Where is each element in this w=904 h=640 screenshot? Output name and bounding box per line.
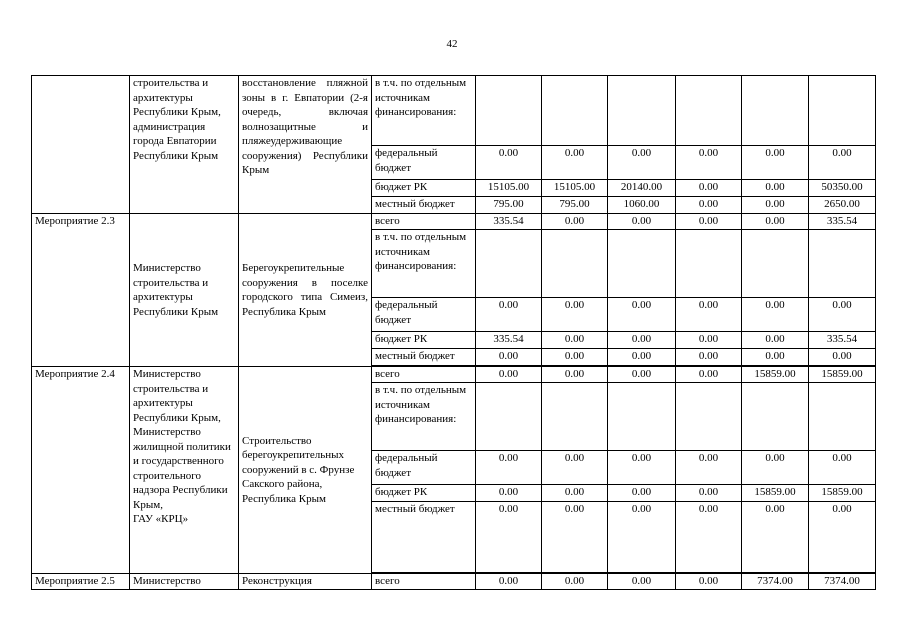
value-cell: 0.00 xyxy=(676,367,742,383)
value-cell: 335.54 xyxy=(809,214,876,230)
value-cell: 0.00 xyxy=(542,451,608,485)
measure-name-cell xyxy=(32,76,130,214)
value-cell: 0.00 xyxy=(542,146,608,180)
value-cell: 335.54 xyxy=(476,332,542,349)
source-label: местный бюджет xyxy=(372,349,476,366)
value-cell: 0.00 xyxy=(608,146,676,180)
value-cell: 0.00 xyxy=(809,451,876,485)
value-cell: 0.00 xyxy=(542,332,608,349)
value-cell: 0.00 xyxy=(476,485,542,502)
source-label: в т.ч. по отдельным источникам финансирования: xyxy=(372,76,476,146)
description-cell: восстановление пляжной зоны в г. Евпатории (2-я очередь, включая волнозащитные и пляжеудерживающие сооружения) Республики Крым xyxy=(239,76,372,214)
value-cell: 0.00 xyxy=(742,298,809,332)
value-cell: 0.00 xyxy=(608,214,676,230)
table-row xyxy=(32,574,876,590)
value-cell: 0.00 xyxy=(608,367,676,383)
value-cell: 0.00 xyxy=(476,451,542,485)
value-cell: 0.00 xyxy=(608,298,676,332)
value-cell: 0.00 xyxy=(476,349,542,366)
source-label: в т.ч. по отдельным источникам финансирования: xyxy=(372,230,476,298)
value-cell: 15859.00 xyxy=(742,367,809,383)
value-cell: 0.00 xyxy=(608,349,676,366)
executor-cell: Министерство строительства и архитектуры Республики Крым, Министерство жилищной политики и государственного строительного надзора Республики Крым, ГАУ «КРЦ» xyxy=(130,367,239,574)
value-cell: 0.00 xyxy=(809,502,876,573)
value-cell: 0.00 xyxy=(608,574,676,590)
value-cell: 0.00 xyxy=(742,349,809,366)
value-cell: 0.00 xyxy=(676,574,742,590)
value-cell: 0.00 xyxy=(676,298,742,332)
value-cell: 0.00 xyxy=(676,349,742,366)
value-cell: 0.00 xyxy=(809,298,876,332)
source-label: всего xyxy=(372,367,476,383)
source-label: всего xyxy=(372,214,476,230)
value-cell: 0.00 xyxy=(676,197,742,214)
table-row xyxy=(32,214,876,230)
source-label: местный бюджет xyxy=(372,197,476,214)
value-cell: 0.00 xyxy=(476,367,542,383)
value-cell: 15105.00 xyxy=(542,180,608,197)
value-cell: 0.00 xyxy=(542,298,608,332)
value-cell: 0.00 xyxy=(742,332,809,349)
value-cell: 7374.00 xyxy=(742,574,809,590)
value-cell: 0.00 xyxy=(676,451,742,485)
source-label: федеральный бюджет xyxy=(372,451,476,485)
value-cell: 335.54 xyxy=(809,332,876,349)
measure-name-cell: Мероприятие 2.3 xyxy=(32,214,130,367)
description-cell: Строительство берегоукрепительных сооружений в с. Фрунзе Сакского района, Республика Крым xyxy=(239,367,372,574)
value-cell: 0.00 xyxy=(676,332,742,349)
value-cell: 0.00 xyxy=(542,574,608,590)
executor-cell: строительства и архитектуры Республики Крым, администрация города Евпатории Республики Крым xyxy=(130,76,239,214)
value-cell: 0.00 xyxy=(608,451,676,485)
value-cell: 0.00 xyxy=(742,502,809,573)
value-cell: 0.00 xyxy=(608,502,676,573)
page-number: 42 xyxy=(446,38,458,50)
table-row xyxy=(32,76,876,146)
value-cell: 0.00 xyxy=(809,146,876,180)
value-cell: 0.00 xyxy=(476,574,542,590)
value-cell: 795.00 xyxy=(542,197,608,214)
value-cell: 0.00 xyxy=(542,367,608,383)
value-cell: 795.00 xyxy=(476,197,542,214)
value-cell: 0.00 xyxy=(676,502,742,573)
description-cell: Реконструкция xyxy=(239,574,372,590)
value-cell: 0.00 xyxy=(476,146,542,180)
financing-table xyxy=(31,75,876,590)
source-label: бюджет РК xyxy=(372,180,476,197)
value-cell: 335.54 xyxy=(476,214,542,230)
value-cell: 2650.00 xyxy=(809,197,876,214)
value-cell: 0.00 xyxy=(476,502,542,573)
source-label: местный бюджет xyxy=(372,502,476,573)
value-cell: 50350.00 xyxy=(809,180,876,197)
value-cell: 15859.00 xyxy=(809,485,876,502)
measure-name-cell: Мероприятие 2.5 xyxy=(32,574,130,590)
source-label: федеральный бюджет xyxy=(372,298,476,332)
source-label: бюджет РК xyxy=(372,485,476,502)
value-cell: 0.00 xyxy=(742,146,809,180)
value-cell: 0.00 xyxy=(676,214,742,230)
executor-cell: Министерство строительства и архитектуры Республики Крым xyxy=(130,214,239,367)
value-cell: 15105.00 xyxy=(476,180,542,197)
value-cell: 0.00 xyxy=(676,146,742,180)
executor-cell: Министерство xyxy=(130,574,239,590)
value-cell: 0.00 xyxy=(542,349,608,366)
measure-name-cell: Мероприятие 2.4 xyxy=(32,367,130,574)
value-cell: 0.00 xyxy=(608,485,676,502)
value-cell: 0.00 xyxy=(476,298,542,332)
value-cell: 0.00 xyxy=(809,349,876,366)
value-cell: 0.00 xyxy=(542,502,608,573)
value-cell: 0.00 xyxy=(742,451,809,485)
description-cell: Берегоукрепительные сооружения в поселке городского типа Симеиз, Республика Крым xyxy=(239,214,372,367)
source-label: бюджет РК xyxy=(372,332,476,349)
value-cell: 0.00 xyxy=(542,485,608,502)
value-cell: 0.00 xyxy=(676,485,742,502)
value-cell: 0.00 xyxy=(542,214,608,230)
value-cell: 0.00 xyxy=(676,180,742,197)
value-cell: 15859.00 xyxy=(742,485,809,502)
table-row xyxy=(32,367,876,383)
value-cell: 1060.00 xyxy=(608,197,676,214)
source-label: в т.ч. по отдельным источникам финансирования: xyxy=(372,383,476,451)
value-cell: 7374.00 xyxy=(809,574,876,590)
value-cell: 0.00 xyxy=(742,214,809,230)
value-cell: 0.00 xyxy=(742,180,809,197)
value-cell: 15859.00 xyxy=(809,367,876,383)
source-label: всего xyxy=(372,574,476,590)
value-cell: 20140.00 xyxy=(608,180,676,197)
value-cell: 0.00 xyxy=(742,197,809,214)
value-cell: 0.00 xyxy=(608,332,676,349)
source-label: федеральный бюджет xyxy=(372,146,476,180)
